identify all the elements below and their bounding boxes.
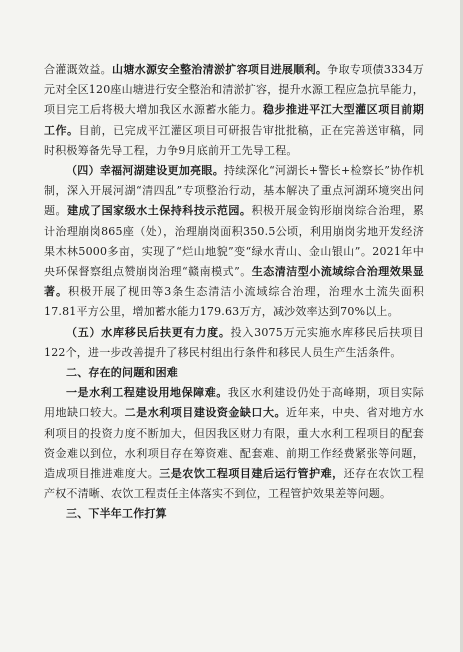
text-run: 合灌溉效益。 [44, 63, 112, 76]
text-run: 目前，已完成平江灌区项目可研报告审批批稿，正在完善送审稿，同时积极筹备先导工程，力争9月底前开工先导工程。 [44, 123, 424, 157]
text-run-bold: 山塘水源安全整治清淤扩容项目进展顺利。 [111, 63, 328, 76]
section-heading-problems: 二、存在的问题和困难 [66, 366, 178, 380]
text-run: 投入3075万元实施水库移民后扶项目122个，进一步改善提升了移民村组出行条件和移民人员生产生活条件。 [44, 325, 424, 359]
text-run-bold: （四）幸福河湖建设更加亮眼。 [66, 164, 224, 178]
text-run: 持续深化“河湖长+警长+检察长”协作机制，深入开展河湖“清四乱”专项整治行动，基本解决了重点河湖环境突出问题。 [44, 164, 424, 218]
text-run-bold: （五）水库移民后扶更有力度。 [66, 325, 231, 339]
text-run-bold: 生态清洁型小流域综合治理效果显著。 [44, 265, 425, 299]
text-run: 争取专项债3334万元对全区120座山塘进行安全整治和清淤扩容，提升水源工程应急抗旱能力，项目完工后将极大增加我区水源蓄水能力。 [44, 63, 424, 117]
text-run-bold: 三是农饮工程项目建后运行管护难， [159, 467, 344, 481]
text-run: 我区水利建设仍处于高峰期，项目实际用地缺口较大。 [44, 386, 424, 420]
text-run: 积极开展金钩形崩岗综合治理，累计治理崩岗865座（处），治理崩岗面积350.5公顷，利用崩岗劣地开发经济果木林5000多亩，实现了“烂山地貌”变“绿水青山、金山银山”。2021年中央环保督察组点赞崩岗治理“赣南模式”。 [44, 204, 425, 279]
document-body [44, 60, 424, 525]
paragraph-reservoir-migrants [44, 323, 424, 363]
text-run-bold: 一是水利工程建设用地保障难。 [66, 386, 228, 400]
text-run: 近年来，中央、省对地方水利项目的投资力度不断加大，但因我区财力有限，重大水利工程项目的配套资金难以到位，水利项目存在筹资难、配套难、前期工作经费紧张等问题，造成项目推进难度大。 [44, 406, 424, 481]
paragraph-problems [44, 383, 424, 504]
text-run: 还存在农饮工程产权不清晰、农饮工程责任主体落实不到位，工程管护效果差等问题。 [44, 467, 425, 501]
text-run-bold: 二是水利项目建设资金缺口大。 [124, 406, 287, 420]
paragraph-happy-rivers [44, 161, 424, 323]
text-run: 积极开展了枧田等3条生态清洁小流域综合治理，治理水土流失面积17.81平方公里，增加蓄水能力179.63万方，减沙效率达到70%以上。 [44, 285, 425, 319]
text-run-bold: 建成了国家级水土保持科技示范园。 [67, 204, 252, 218]
text-run-bold: 稳步推进平江大型灌区项目前期工作。 [44, 103, 424, 137]
section-heading-plans: 三、下半年工作打算 [66, 507, 167, 521]
paragraph-water-source [44, 60, 424, 161]
